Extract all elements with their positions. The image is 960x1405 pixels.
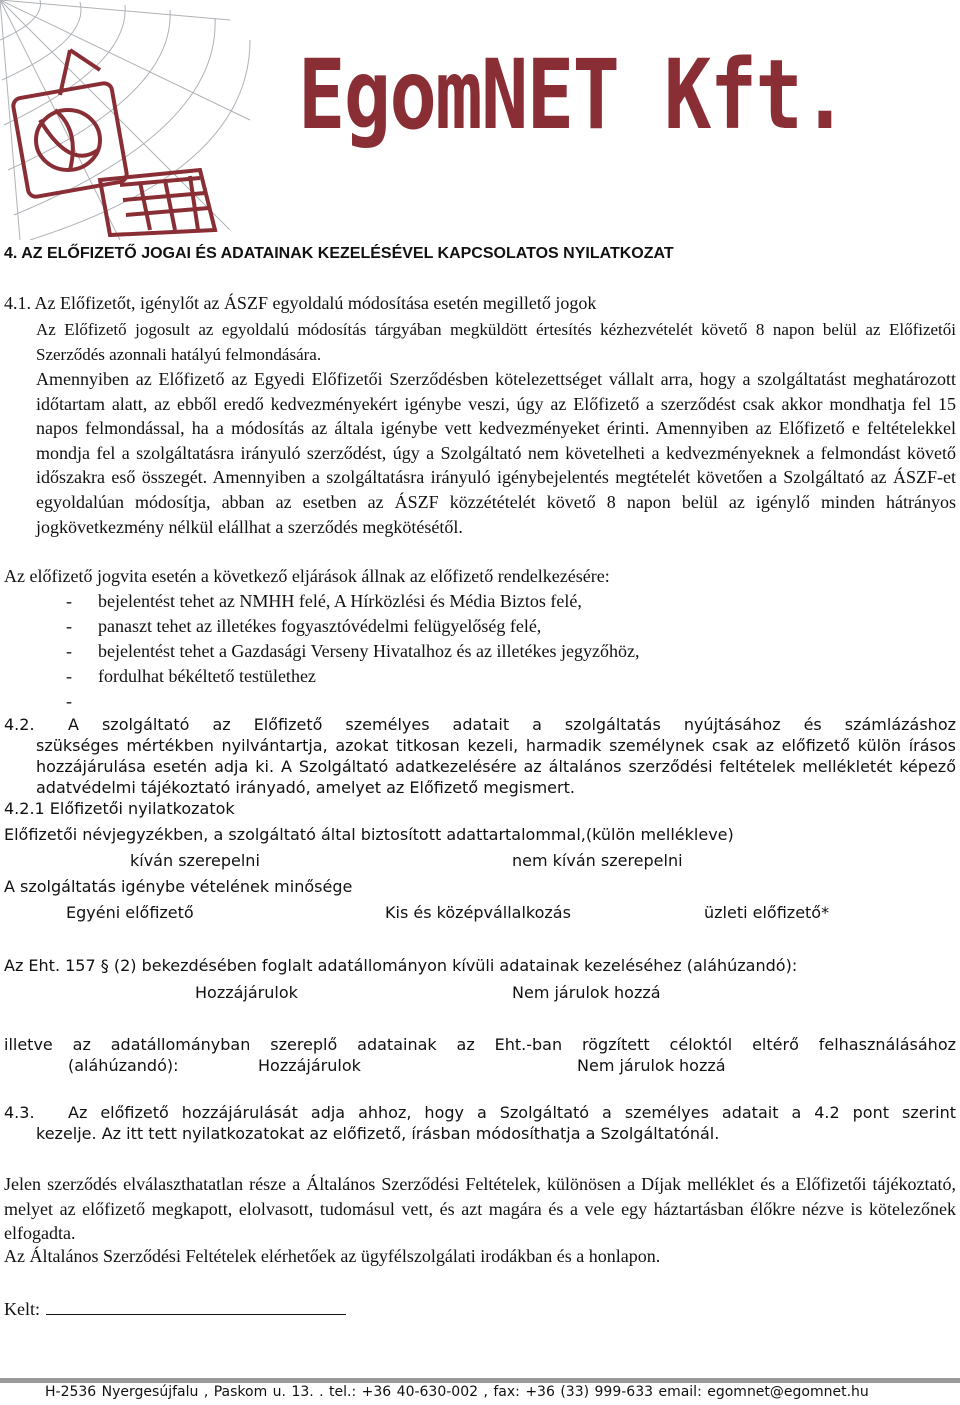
eht-option-consent[interactable]: Hozzájárulok bbox=[195, 983, 298, 1002]
list-item: - panaszt tehet az illetékes fogyasztóvédelmi felügyelőség felé, bbox=[66, 616, 542, 636]
asf-availability: Az Általános Szerződési Feltételek elérhetőek az ügyfélszolgálati irodákban és a honlapon. bbox=[4, 1246, 661, 1266]
section-4-1-heading: 4.1. Az Előfizetőt, igénylőt az ÁSZF egyoldalú módosítása esetén megillető jogok bbox=[4, 293, 597, 313]
purpose-option-consent[interactable]: Hozzájárulok bbox=[258, 1056, 361, 1075]
eht-option-decline[interactable]: Nem járulok hozzá bbox=[512, 983, 661, 1002]
quality-option-sme[interactable]: Kis és középvállalkozás bbox=[385, 903, 571, 922]
list-item: - fordulhat békéltető testülethez bbox=[66, 666, 316, 686]
purpose-underline-note: (aláhúzandó): bbox=[68, 1056, 179, 1075]
date-label: Kelt: bbox=[4, 1299, 40, 1319]
quality-option-business[interactable]: üzleti előfizető* bbox=[704, 903, 830, 922]
directory-question: Előfizetői névjegyzékben, a szolgáltató által biztosított adattartalommal,(külön mellékleve) bbox=[4, 825, 734, 844]
section-4-2-line1: A szolgáltató az Előfizető személyes adatait a szolgáltatás nyújtásához és számlázáshoz bbox=[68, 715, 956, 734]
eht-question: Az Eht. 157 § (2) bekezdésében foglalt adatállományon kívüli adatainak kezeléséhez (aláhúzandó): bbox=[4, 956, 798, 975]
list-item: - bejelentést tehet a Gazdasági Verseny Hivatalhoz és az illetékes jegyzőhöz, bbox=[66, 641, 640, 661]
dispute-intro: Az előfizető jogvita esetén a következő eljárások állnak az előfizető rendelkezésére: bbox=[4, 566, 610, 586]
section-4-3-line2: kezelje. Az itt tett nyilatkozatokat az előfizető, írásban módosíthatja a Szolgáltatónál. bbox=[36, 1124, 720, 1143]
directory-option-yes[interactable]: kíván szerepelni bbox=[130, 851, 260, 870]
directory-option-no[interactable]: nem kíván szerepelni bbox=[512, 851, 683, 870]
closing-paragraph: Jelen szerződés elválaszthatatlan része a Általános Szerződési Feltételek, különösen a Díjak melléklet és a Előfizetői tájékoztató, melyet az előfizető megkapott, elolvasott, tudomásul vett, és azt magára és a vele egy háztartásban élőkre nézve is kötelezőnek elfogadta. bbox=[4, 1174, 956, 1244]
section-4-2-1-heading: 4.2.1 Előfizetői nyilatkozatok bbox=[4, 799, 235, 818]
section-4-1-para1: Az Előfizető jogosult az egyoldalú módosítás tárgyában megküldött értesítés kézhezvételét követő 8 napon belül az Előfizetői Szerződés azonnali hatályú felmondására. bbox=[36, 320, 956, 364]
purpose-question: illetve az adatállományban szereplő adatainak az Eht.-ban rögzített céloktól eltérő felhasználásához bbox=[4, 1035, 956, 1054]
spiderweb-computer-logo-icon bbox=[0, 0, 260, 240]
list-item: - bejelentést tehet az NMHH felé, A Hírközlési és Média Biztos felé, bbox=[66, 591, 582, 611]
date-underline[interactable] bbox=[46, 1296, 346, 1315]
section-4-3-number: 4.3. bbox=[4, 1103, 35, 1122]
footer-contact: H-2536 Nyergesújfalu , Paskom u. 13. . tel.: +36 40-630-002 , fax: +36 (33) 999-633 email: egomnet@egomnet.hu bbox=[45, 1384, 869, 1400]
company-logo-text: EgomNET Kft. bbox=[298, 39, 848, 151]
section-title: 4. AZ ELŐFIZETŐ JOGAI ÉS ADATAINAK KEZELÉSÉVEL KAPCSOLATOS NYILATKOZAT bbox=[4, 245, 674, 262]
section-4-2-body: szükséges mértékben nyilvántartja, azokat titkosan kezeli, harmadik személynek csak az előfizető külön írásos hozzájárulása esetén adja ki. A Szolgáltató adatkezelésére az általános szerződési feltételek mellékletét képező adatvédelmi tájékoztató irányadó, amelyet az Előfizető megismert. bbox=[36, 736, 956, 797]
quality-question: A szolgáltatás igénybe vételének minősége bbox=[4, 877, 353, 896]
purpose-option-decline[interactable]: Nem járulok hozzá bbox=[577, 1056, 726, 1075]
section-4-2-number: 4.2. bbox=[4, 715, 35, 734]
date-field[interactable] bbox=[4, 1296, 346, 1320]
footer-divider bbox=[0, 1378, 960, 1383]
section-4-1-para2: Amennyiben az Előfizető az Egyedi Előfizetői Szerződésben kötelezettséget vállalt arra, hogy a szolgáltatást meghatározott időtartam alatt, az ebből eredő kedvezményekért igénybe veszi, úgy az Előfizető a szerződést csak akkor mondhatja fel 15 napos felmondással, ha a módosítás az általa igénybe vett kedvezményeket érinti. Amennyiben az Előfizető e feltételekkel mondja fel a szolgáltatásra irányuló szerződést, úgy a Szolgáltató nem követelheti a kedvezményeknek a felmondást követő időszakra eső összegét. Amennyiben a szolgáltatásra irányuló igénybejelentés megtételét követően a Szolgáltató az ÁSZF-et egyoldalúan módosítja, abban az esetben az ÁSZF közzétételét követő 8 napon belül az igénylő minden hátrányos jogkövetkezmény nélkül elállhat a szerződés megkötésétől. bbox=[36, 369, 956, 537]
quality-option-individual[interactable]: Egyéni előfizető bbox=[66, 903, 194, 922]
list-item: - bbox=[66, 691, 72, 711]
section-4-3-line1: Az előfizető hozzájárulását adja ahhoz, hogy a Szolgáltató a személyes adatait a 4.2 pont szerint bbox=[68, 1103, 956, 1122]
